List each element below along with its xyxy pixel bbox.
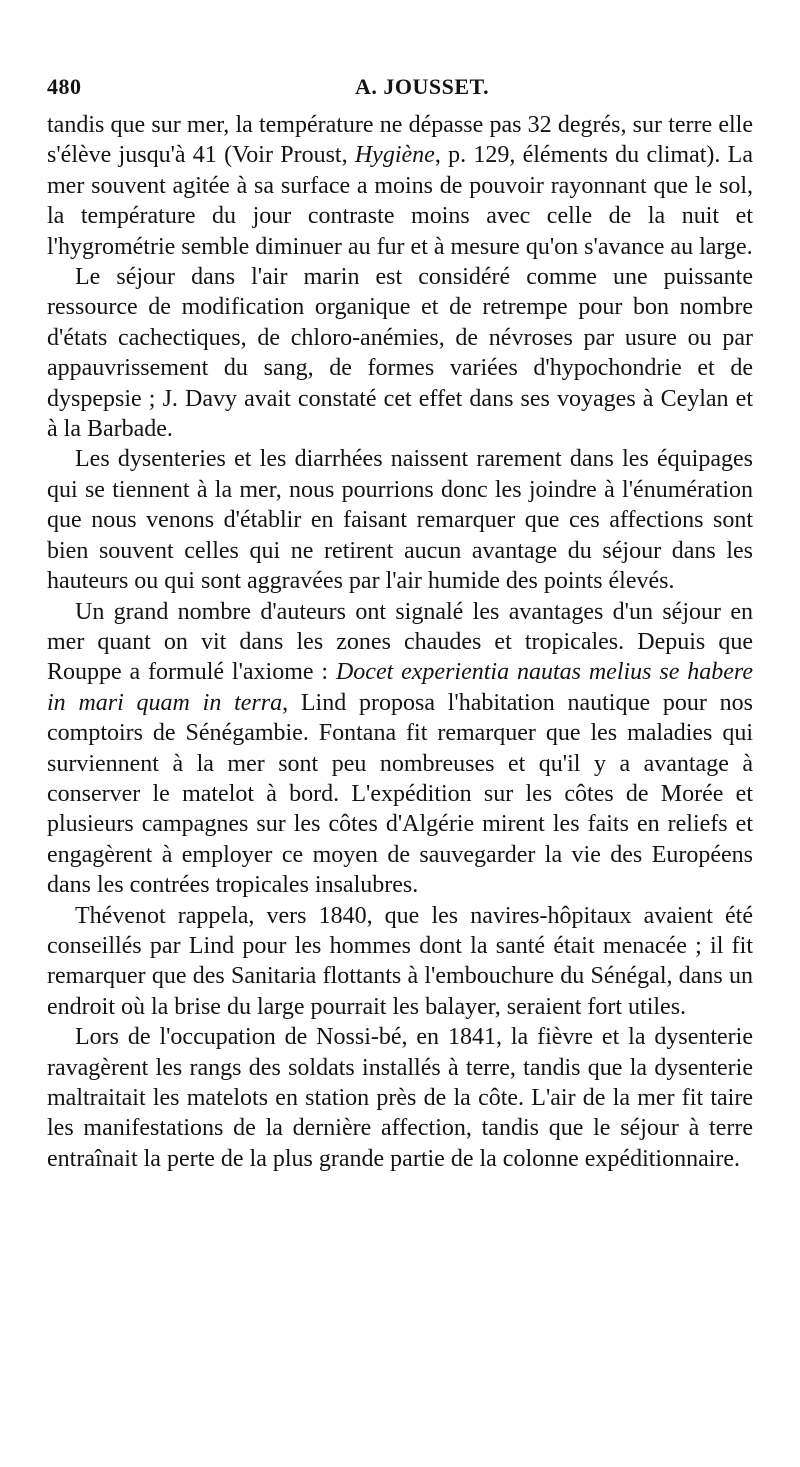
paragraph bbox=[47, 901, 753, 1023]
paragraph-text: Les dysenteries et les diarrhées naissent rarement dans les équipages qui se tiennent à la mer, nous pourrions donc les joindre à l'énumération que nous venons d'établir en faisant remarquer que ces affections sont bien souvent celles qui ne retirent aucun avantage du séjour dans les hauteurs ou qui sont aggravées par l'air humide des points élevés. bbox=[47, 446, 753, 595]
paragraph-text: , Lind proposa l'habitation nautique pour nos comptoirs de Sénégambie. Fontana fit remarquer que les maladies qui surviennent à la mer sont peu nombreuses et qu'il y a avantage à conserver le matelot à bord. L'expédition sur les côtes de Morée et plusieurs campagnes sur les côtes d'Algérie mirent les faits en reliefs et engagèrent à employer ce moyen de sauvegarder la vie des Européens dans les contrées tropicales insalubres. bbox=[47, 689, 753, 899]
paragraph bbox=[47, 597, 753, 901]
italic-text: Docet experientia nautas melius se habere in mari quam in terra bbox=[47, 659, 753, 716]
paragraph-text: Lors de l'occupation de Nossi-bé, en 1841, la fièvre et la dysenterie ravagèrent les rangs des soldats installés à terre, tandis que la dysenterie maltraitait les matelots en station près de la côte. L'air de la mer fit taire les manifestations de la dernière affection, tandis que le séjour à terre entraînait la perte de la plus grande partie de la colonne expéditionnaire. bbox=[47, 1024, 753, 1172]
paragraph-text: tandis que sur mer, la température ne dépasse pas 32 degrés, sur terre elle s'élève jusqu'à 41 (Voir Proust, bbox=[47, 112, 753, 169]
paragraph-text: Thévenot rappela, vers 1840, que les navires-hôpitaux avaient été conseillés par Lind pour les hommes dont la santé était menacée ; il fit remarquer que des Sanitaria flottants à l'embouchure du Sénégal, dans un endroit où la brise du large pourrait les balayer, seraient fort utiles. bbox=[47, 902, 753, 1020]
running-head: A. JOUSSET. bbox=[355, 74, 490, 99]
page-header bbox=[47, 70, 753, 104]
paragraph-text: Un grand nombre d'auteurs ont signalé les avantages d'un séjour en mer quant on vit dans les zones chaudes et tropicales. Depuis que Rouppe a formulé l'axiome : bbox=[47, 598, 753, 686]
paragraph bbox=[47, 1022, 753, 1174]
paragraph bbox=[47, 444, 753, 596]
paragraph-text: Le séjour dans l'air marin est considéré comme une puissante ressource de modification organique et de retrempe pour bon nombre d'états cachectiques, de chloro-anémies, de névroses par usure ou par appauvrissement du sang, de formes variées d'hypochondrie et de dyspepsie ; J. Davy avait constaté cet effet dans ses voyages à Ceylan et à la Barbade. bbox=[47, 264, 753, 443]
paragraph bbox=[47, 262, 753, 444]
page-number: 480 bbox=[47, 74, 82, 99]
body-text bbox=[47, 110, 753, 1174]
paragraph-text: , p. 129, éléments du climat). La mer souvent agitée à sa surface a moins de pouvoir rayonnant que le sol, la température du jour contraste moins avec celle de la nuit et l'hygrométrie semble diminuer au fur et à mesure qu'on s'avance au large. bbox=[47, 142, 753, 260]
italic-text: Hygiène bbox=[354, 142, 435, 169]
paragraph bbox=[47, 110, 753, 262]
